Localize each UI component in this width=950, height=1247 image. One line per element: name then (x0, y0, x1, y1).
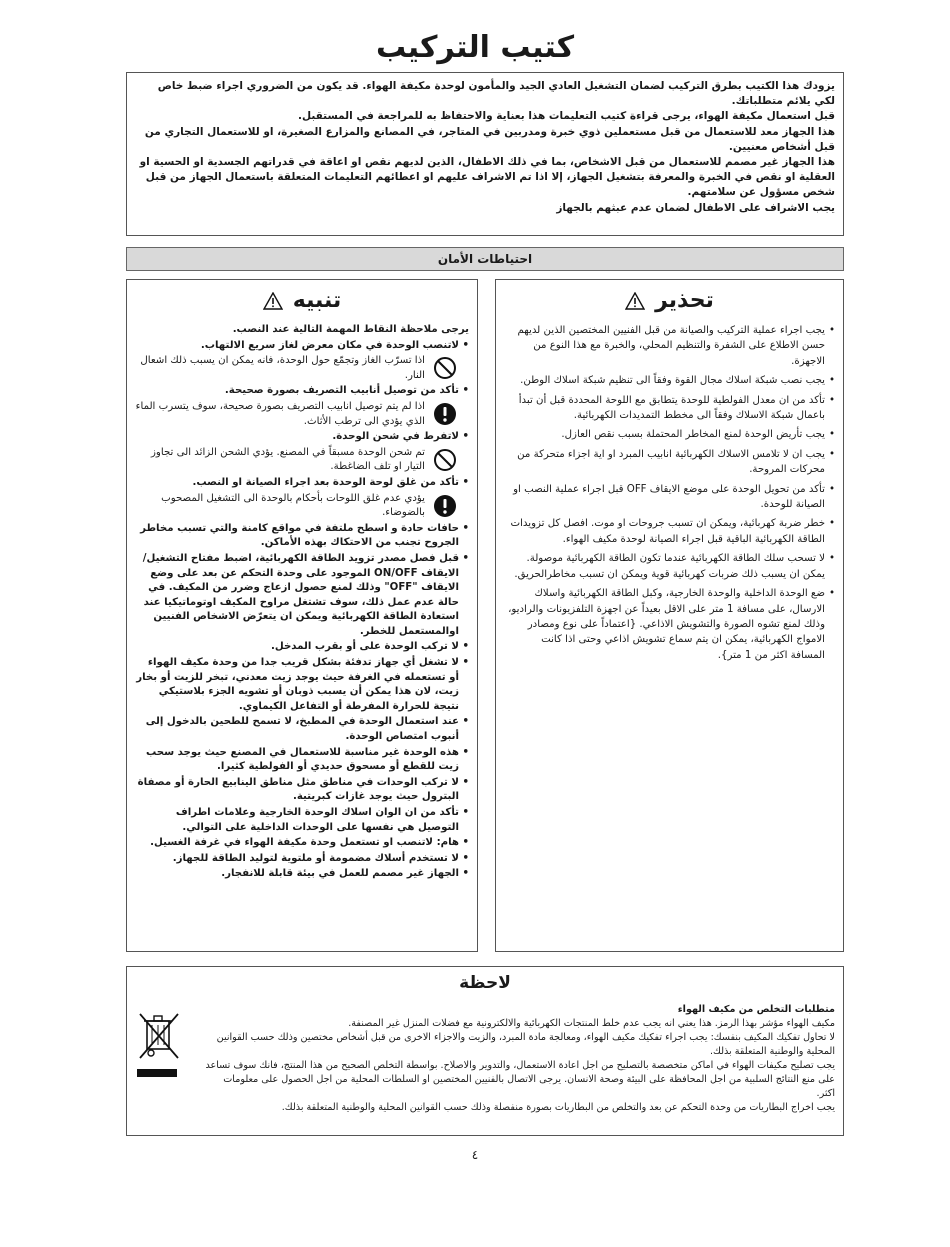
caution-item-text: تم شحن الوحدة مسبقاً في المصنع. يؤدي الشحن الزائد الى تجاوز التيار او تلف الضاغطة. (151, 446, 425, 473)
caution-item (135, 656, 469, 714)
mandatory-icon (433, 402, 457, 426)
bin-underline-bar (137, 1069, 177, 1077)
caution-item (135, 806, 469, 835)
caution-item (135, 522, 469, 551)
caution-item-text: لا تستخدم أسلاك مضمومة أو ملتوية لتوليد الطاقة للجهاز. (172, 852, 459, 864)
page-title: كتيب التركيب (375, 30, 575, 65)
caution-item (135, 552, 469, 640)
caution-item-text: تأكد من غلق لوحة الوحدة بعد اجراء الصيانة او النصب. (192, 476, 459, 488)
warning-item: • تأكد من ان معدل الفولطية للوحدة يتطابق مع اللوحة المحددة قبل أن تبدأ باعمال شبكة الاسلاك وفقاً الى مخطط التمديدات الكهربائية. (504, 393, 835, 424)
caution-item (135, 852, 469, 867)
warning-item: • يجب اجراء عملية التركيب والصيانة من قبل الفنيين المختصين الذين لديهم حسن الاطلاع على الشفرة والتنظيم المحلي، والخبرة مع هذا النوع من الاجهزة. (504, 323, 835, 369)
warning-item: • خطر ضربة كهربائية، ويمكن ان تسبب جروحات او موت. افصل كل تزويدات الطاقة الكهربائية الباقية قبل اجراء الصيانة لوحدة مكيف الهواء. (504, 516, 835, 547)
notes-body (135, 1003, 835, 1115)
notes-line: لا تحاول تفكيك المكيف بنفسك: يجب اجراء تفكيك مكيف الهواء، ومعالجة مادة المبرد، والزيت والاجزاء الاخرى من قبل أشخاص مختصين وذلك حسب القوانين المحلية والوطنية المتعلقة بذلك. (216, 1032, 835, 1057)
notes-line: مكيف الهواء مؤشر بهذا الرمز. هذا يعني انه يجب عدم خلط المنتجات الكهربائية والالكترونية مع فضلات المنزل غير المصنفة. (348, 1018, 835, 1029)
caution-item-text: تأكد من ان الوان اسلاك الوحدة الخارجية وعلامات اطراف التوصيل هي نفسها على الوحدات الداخلية على التوالي. (175, 807, 459, 833)
warning-title: تحذير (655, 288, 714, 313)
warning-item: • يجب ان لا تلامس الاسلاك الكهربائية انابيب المبرد او اية اجزاء متحركة من محركات المروحة. (504, 447, 835, 478)
caution-item-text: لا تركب الوحدة على أو بقرب المدخل. (270, 641, 459, 653)
intro-paragraph: يزودك هذا الكتيب بطرق التركيب لضمان التشغيل العادي الجيد والمأمون لوحدة مكيفة الهواء. قد يكون من الضروري اجراء ضبط خاص لكي يلائم متطلباتك. (157, 80, 835, 108)
caution-item (135, 430, 469, 445)
caution-item-text: لاتفرط في شحن الوحدة. (332, 431, 459, 443)
caution-item (135, 476, 469, 491)
warning-section (495, 279, 844, 952)
notes-title: لاحظة (459, 973, 511, 993)
caution-triangle-icon (263, 292, 283, 310)
warning-item: • لا تسحب سلك الطاقة الكهربائية عندما تكون الطاقة الكهربائية موصولة. يمكن ان يسبب ذلك ضربات كهربائية قوية ويمكن ان تسبب مخاطرالحريق. (504, 551, 835, 582)
caution-item-text: قبل فصل مصدر تزويد الطاقة الكهربائية، اضبط مفتاح التشغيل/ الايقاف ON/OFF الموجود على وحدة التحكم عن بعد على وضع الايقاف "OFF" وذلك لمنع حصول ازعاج وضرر من المكيف. في حالة عدم عمل ذلك، سوف تشتغل مراوح المكيف اوتوماتيكيا عند استعادة الطاقة الكهربائية ويمكن ان يتعرّض الاشخاص الفنيين اوالمستعمل للخطر. (142, 552, 459, 637)
caution-item-text: يؤدي عدم غلق اللوحات بأحكام بالوحدة الى التشغيل المصحوب بالضوضاء. (161, 492, 425, 519)
warning-item: • ضع الوحدة الداخلية والوحدة الخارجية، وكبل الطاقة الكهربائية واسلاك الارسال، على مسافة 1 متر على الاقل بعيداً عن اجهزة التلفزيونات والراديو، وذلك لمنع تشوه الصورة والتشويش الاذاعي. {اعتماداً على نوع ومصادر الامواج الكهربائية، يمكن ان يتم سماع تشويش اذاعي وحتى اذا كانت المسافة اكثر من 1 متر}. (504, 586, 835, 663)
caution-item (135, 640, 469, 655)
caution-item-text: لا تركب الوحدات في مناطق مثل مناطق الينابيع الحارة أو مصفاة البترول حيث يوجد غازات كبريتية. (137, 776, 459, 803)
caution-item (135, 836, 469, 851)
caution-intro: يرجى ملاحظة النقاط المهمة التالية عند النصب. (232, 324, 469, 335)
caution-item-text: اذا تسرّب الغاز وتجمّع حول الوحدة، فانه يمكن ان يسبب ذلك اشعال النار. (140, 355, 425, 381)
caution-item-text: هذه الوحدة غير مناسبة للاستعمال في المصنع حيث يوجد سحب زيت للقطع أو مسحوق حديدي أو الفولطية كثيرا. (145, 746, 459, 773)
caution-item-text: حافات حادة و اسطح ملتفة في مواقع كامنة والتي تسبب مخاطر الجروح تجنب من الاحتكاك بهذه الأماكن. (140, 522, 459, 549)
warning-item: • يجب تأريض الوحدة لمنع المخاطر المحتملة بسبب نقص العازل. (504, 427, 835, 442)
caution-item-text: عند استعمال الوحدة في المطبخ، لا تسمح للطحين بالدخول إلى أنبوب امتصاص الوحدة. (145, 716, 459, 743)
notes-line: يجب تصليح مكيفات الهواء في اماكن متخصصة بالتصليح من اجل اعادة الاستعمال، والتدوير والاصلاح. بواسطة التخلص الصحيح من هذا المنتج، فانك سوف تساعد على منع النتائج السلبية من اجل المحافظة على البيئة وصحة الانسان. يرجى الاتصال بالفنيين المختصين او السلطات المحلية من اجل الحصول على معلومات اكثر. (205, 1060, 835, 1099)
warning-heading (504, 288, 835, 313)
caution-item (135, 384, 469, 399)
intro-paragraph: قبل استعمال مكيفة الهواء، يرجى قراءة كتيب التعليمات هذا بعناية والاحتفاظ به للمراجعة في المستقبل. (297, 110, 835, 123)
caution-item (135, 339, 469, 354)
caution-detail (135, 400, 469, 429)
mandatory-icon (433, 494, 457, 518)
caution-item (135, 715, 469, 744)
intro-box (126, 72, 844, 236)
caution-heading (135, 288, 469, 313)
notes-section (126, 966, 844, 1136)
caution-item-text: الجهاز غير مصمم للعمل في بيئة قابلة للانفجار. (221, 868, 459, 880)
warning-triangle-icon (625, 292, 645, 310)
crossed-out-bin-icon (137, 1011, 181, 1063)
caution-detail (135, 492, 469, 521)
prohibited-icon (433, 448, 457, 472)
caution-detail (135, 354, 469, 383)
warning-item: • يجب نصب شبكة اسلاك مجال القوة وفقاً الى تنظيم شبكة اسلاك الوطن. (504, 373, 835, 388)
intro-paragraph: يجب الاشراف على الاطفال لضمان عدم عبثهم بالجهاز (556, 201, 835, 214)
caution-title: تنبيه (292, 288, 342, 313)
caution-item-text: لا تشغل أي جهاز تدفئة بشكل قريب جدا من وحدة مكيف الهواء أو تستعمله في الغرفة حيث يوجد زيت معدني، تبخر للزيت أو بخار زيت، لان هذا يمكن أن يسبب ذوبان أو تشويه الجزء بلاستيكي نتيجة للحرارة المفرطة أو التفاعل الكيماوي. (136, 657, 459, 712)
caution-item-text: هام: لاتنصب او تستعمل وحدة مكيفة الهواء في غرفة الغسيل. (150, 837, 459, 849)
notes-subtitle: متطلبات التخلص من مكيف الهواء (677, 1004, 835, 1015)
caution-section (126, 279, 478, 952)
caution-item-text: تأكد من توصيل أنابيب التصريف بصورة صحيحة. (224, 385, 459, 397)
caution-item (135, 776, 469, 805)
warning-item: • تأكد من تحويل الوحدة على موضع الايقاف OFF قبل اجراء عملية النصب او الصيانة للوحدة. (504, 482, 835, 513)
intro-paragraph: هذا الجهاز معد للاستعمال من قبل مستعملين ذوي خبرة ومدربين في المتاجر، في المصانع والمزارع الصغيرة، او للاستعمال التجاري من قبل أشخاص معنيين. (144, 125, 835, 153)
page-number: ٤ (471, 1148, 479, 1162)
warning-list (504, 323, 835, 663)
caution-item (135, 746, 469, 775)
caution-item (135, 867, 469, 882)
caution-detail (135, 446, 469, 475)
safety-precautions-header: احتياطات الأمان (126, 247, 844, 271)
notes-line: يجب اخراج البطاريات من وحدة التحكم عن بعد والتخلص من البطاريات بصورة منفصلة وذلك حسب القوانين المحلية والوطنية المتعلقة بذلك. (281, 1102, 835, 1113)
caution-item-text: اذا لم يتم توصيل انابيب التصريف بصورة صحيحة، سوف يتسرب الماء الذي يؤدي الى ترطب الأثاث. (135, 400, 425, 427)
caution-list (135, 339, 469, 882)
caution-item-text: لاتنصب الوحدة في مكان معرض لغاز سريع الالتهاب. (200, 339, 459, 351)
intro-paragraph: هذا الجهاز غير مصمم للاستعمال من قبل الاشخاص، بما في ذلك الاطفال، الذين لديهم نقص او اعاقة في قدراتهم الجسدية او الحسية او العقلية او نقص في الخبرة والمعرفة بتشغيل الجهاز، إلا اذا تم الاشراف عليهم او اعطائهم التعليمات المتعلقة باستعمال الجهاز من قبل شخص مسؤول عن سلامتهم. (139, 156, 835, 199)
prohibited-icon (433, 356, 457, 380)
